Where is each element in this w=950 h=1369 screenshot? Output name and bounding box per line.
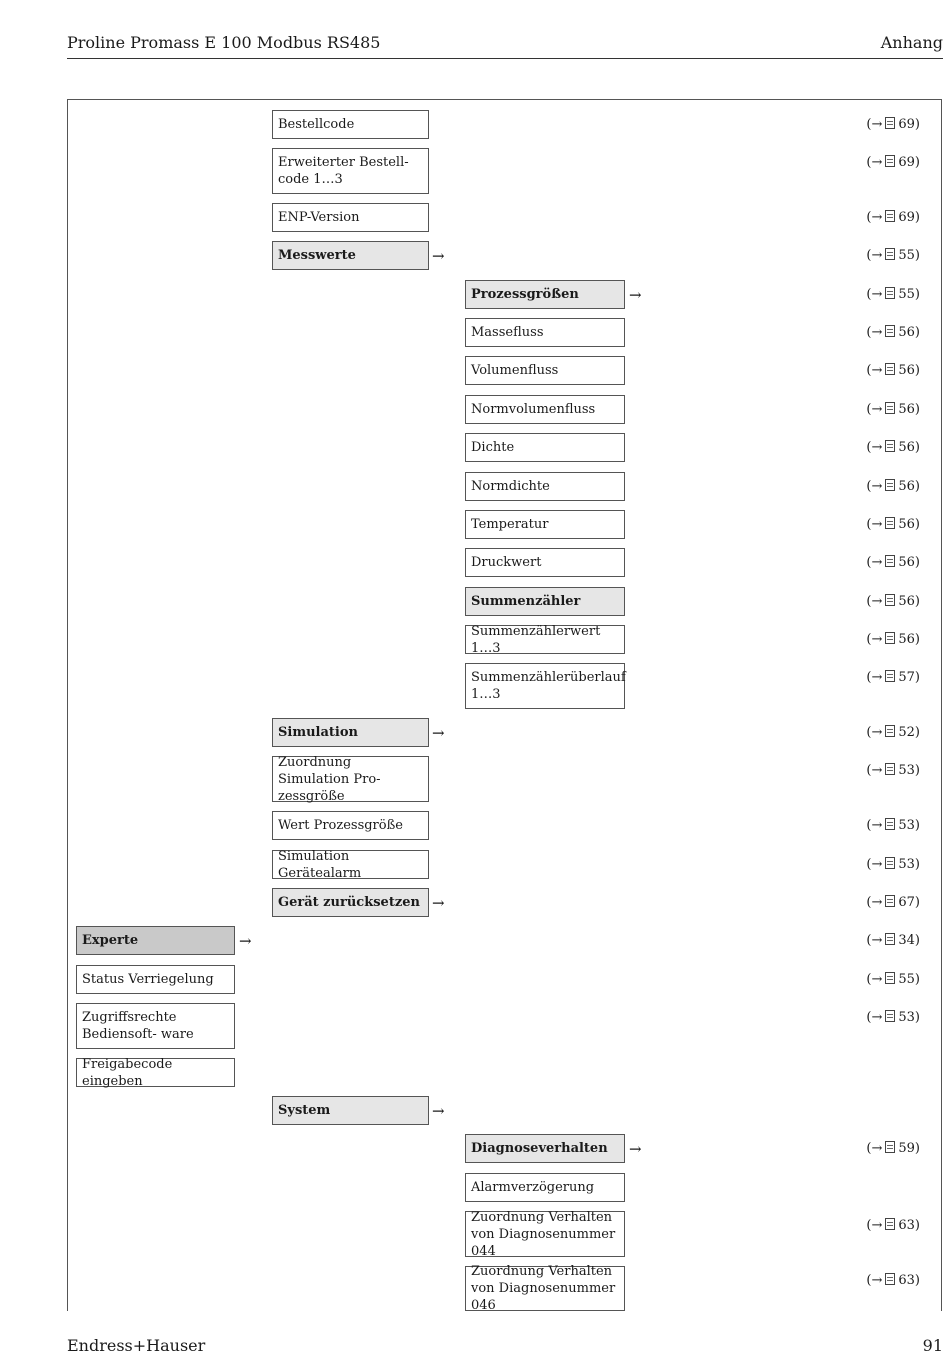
menu-item-dichte: Dichte: [465, 433, 625, 462]
menu-item-bestellcode: Bestellcode: [272, 110, 429, 139]
page-icon: [885, 763, 895, 775]
page-ref: (→ 56): [866, 594, 920, 609]
page-ref: (→ 53): [866, 818, 920, 833]
page-icon: [885, 670, 895, 682]
page-number: 91: [922, 1336, 943, 1355]
arrow-icon: →: [629, 1140, 642, 1158]
page-ref: (→ 67): [866, 895, 920, 910]
page-ref: (→ 56): [866, 325, 920, 340]
page-ref: (→ 56): [866, 555, 920, 570]
menu-item-freigabecode: Freigabecode eingeben: [76, 1058, 235, 1087]
menu-item-simulation-geraetealarm: Simulation Gerätealarm: [272, 850, 429, 879]
menu-item-volumenfluss: Volumenfluss: [465, 356, 625, 385]
menu-item-druckwert: Druckwert: [465, 548, 625, 577]
menu-item-status-verriegelung: Status Verriegelung: [76, 965, 235, 994]
menu-item-summenzaehlerueberlauf: Summenzählerüberlauf 1…3: [465, 663, 625, 709]
page-icon: [885, 402, 895, 414]
arrow-icon: →: [432, 724, 445, 742]
menu-item-normdichte: Normdichte: [465, 472, 625, 501]
page-ref: (→ 69): [866, 155, 920, 170]
submenu-geraet-zuruecksetzen: Gerät zurücksetzen: [272, 888, 429, 917]
page-icon: [885, 155, 895, 167]
section-title: Anhang: [880, 33, 943, 52]
page-ref: (→ 56): [866, 440, 920, 455]
header-rule: [67, 58, 943, 59]
page-icon: [885, 818, 895, 830]
submenu-messwerte: Messwerte: [272, 241, 429, 270]
submenu-summenzaehler: Summenzähler: [465, 587, 625, 616]
menu-experte: Experte: [76, 926, 235, 955]
page-ref: (→ 63): [866, 1218, 920, 1233]
menu-item-enp-version: ENP-Version: [272, 203, 429, 232]
page-icon: [885, 479, 895, 491]
menu-item-normvolumenfluss: Normvolumenfluss: [465, 395, 625, 424]
page-ref: (→ 63): [866, 1273, 920, 1288]
arrow-icon: →: [432, 894, 445, 912]
page-icon: [885, 210, 895, 222]
page-ref: (→ 53): [866, 763, 920, 778]
page-icon: [885, 440, 895, 452]
menu-item-zuordnung-044: Zuordnung Verhalten von Diagnosenummer 044: [465, 1211, 625, 1257]
page-icon: [885, 972, 895, 984]
company-name: Endress+Hauser: [67, 1336, 206, 1355]
page-ref: (→ 59): [866, 1141, 920, 1156]
page-ref: (→ 52): [866, 725, 920, 740]
submenu-system: System: [272, 1096, 429, 1125]
page-ref: (→ 55): [866, 248, 920, 263]
page-ref: (→ 56): [866, 402, 920, 417]
page-icon: [885, 594, 895, 606]
menu-item-erweiterter-bestellcode: Erweiterter Bestell- code 1…3: [272, 148, 429, 194]
menu-item-zuordnung-046: Zuordnung Verhalten von Diagnosenummer 046: [465, 1266, 625, 1311]
arrow-icon: →: [239, 932, 252, 950]
menu-item-alarmverzoegerung: Alarmverzögerung: [465, 1173, 625, 1202]
menu-item-summenzaehlerwert: Summenzählerwert 1…3: [465, 625, 625, 654]
page-icon: [885, 1010, 895, 1022]
page-icon: [885, 632, 895, 644]
submenu-diagnoseverhalten: Diagnoseverhalten: [465, 1134, 625, 1163]
page-ref: (→ 57): [866, 670, 920, 685]
menu-item-zuordnung-simulation: Zuordnung Simulation Pro- zessgröße: [272, 756, 429, 802]
page-ref: (→ 56): [866, 632, 920, 647]
menu-item-massefluss: Massefluss: [465, 318, 625, 347]
page-ref: (→ 34): [866, 933, 920, 948]
page-icon: [885, 725, 895, 737]
page-icon: [885, 248, 895, 260]
page-icon: [885, 1273, 895, 1285]
page-icon: [885, 555, 895, 567]
document-title: Proline Promass E 100 Modbus RS485: [67, 33, 381, 52]
page-ref: (→ 56): [866, 363, 920, 378]
page-ref: (→ 56): [866, 479, 920, 494]
page-ref: (→ 69): [866, 117, 920, 132]
page-ref: (→ 55): [866, 972, 920, 987]
page-icon: [885, 117, 895, 129]
page-icon: [885, 363, 895, 375]
page-icon: [885, 1218, 895, 1230]
menu-item-temperatur: Temperatur: [465, 510, 625, 539]
page-icon: [885, 517, 895, 529]
menu-item-zugriffsrechte: Zugriffsrechte Bediensoft- ware: [76, 1003, 235, 1049]
submenu-prozessgroessen: Prozessgrößen: [465, 280, 625, 309]
page-icon: [885, 325, 895, 337]
arrow-icon: →: [629, 286, 642, 304]
page-ref: (→ 53): [866, 857, 920, 872]
page-icon: [885, 287, 895, 299]
page-icon: [885, 933, 895, 945]
page-icon: [885, 895, 895, 907]
arrow-icon: →: [432, 247, 445, 265]
page-icon: [885, 857, 895, 869]
page-ref: (→ 53): [866, 1010, 920, 1025]
menu-item-wert-prozessgroesse: Wert Prozessgröße: [272, 811, 429, 840]
page-ref: (→ 55): [866, 287, 920, 302]
page-icon: [885, 1141, 895, 1153]
submenu-simulation: Simulation: [272, 718, 429, 747]
page-ref: (→ 69): [866, 210, 920, 225]
page-ref: (→ 56): [866, 517, 920, 532]
arrow-icon: →: [432, 1102, 445, 1120]
